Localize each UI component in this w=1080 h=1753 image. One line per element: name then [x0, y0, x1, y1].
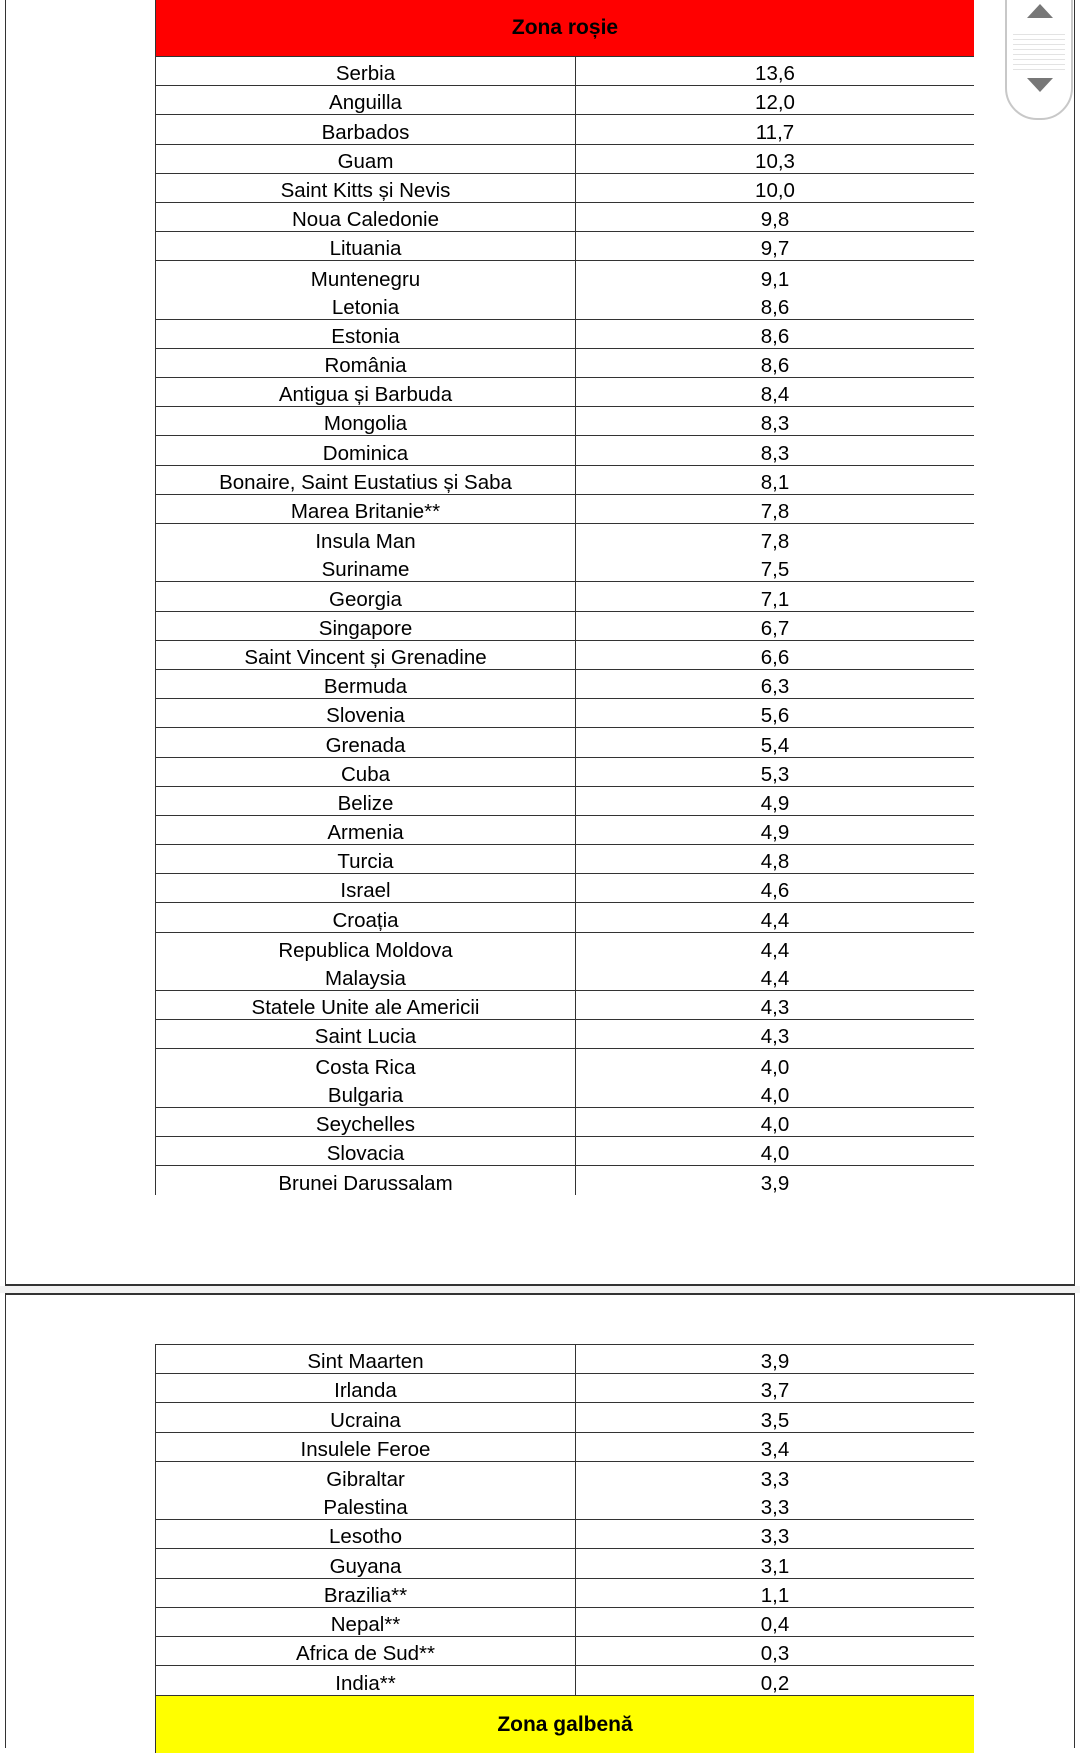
- table-row: [156, 495, 974, 524]
- country-cell: Singapore: [156, 612, 576, 640]
- value-cell: 5,3: [760, 762, 790, 786]
- country-cell: Antigua și Barbuda: [156, 378, 576, 406]
- value-cell: 9,8: [760, 208, 790, 232]
- table-row: [156, 1433, 974, 1462]
- value-cell: 13,6: [755, 62, 795, 86]
- country-cell: Serbia: [156, 57, 576, 85]
- value-cell: 8,4: [760, 383, 790, 407]
- table-row: [156, 378, 974, 407]
- country-cell: Lesotho: [156, 1520, 576, 1548]
- value-cell: 3,1: [760, 1554, 790, 1578]
- table-row: [156, 816, 974, 845]
- country-cell: Africa de Sud**: [156, 1637, 576, 1665]
- country-cell: Guam: [156, 145, 576, 173]
- country-cell: Brazilia**: [156, 1579, 576, 1607]
- country-cell: Belize: [156, 787, 576, 815]
- table-row: [156, 758, 974, 787]
- table-row: [156, 407, 974, 436]
- value-cell: 9,7: [760, 237, 790, 261]
- country-cell: Saint Vincent și Grenadine: [156, 641, 576, 669]
- country-cell: Noua Caledonie: [156, 203, 576, 231]
- country-cell: Gibraltar: [156, 1462, 576, 1491]
- red-zone-table-continued: [155, 1344, 974, 1753]
- value-cell: 7,1: [760, 587, 790, 611]
- value-cell: 4,3: [760, 996, 790, 1020]
- scroll-down-icon[interactable]: [1027, 78, 1053, 92]
- table-row: [156, 641, 974, 670]
- value-cell: 3,9: [760, 1172, 790, 1196]
- value-cell: 8,3: [760, 412, 790, 436]
- value-cell: 0,4: [760, 1612, 790, 1636]
- page-scroll-control[interactable]: [1005, 0, 1073, 120]
- country-cell: România: [156, 349, 576, 377]
- value-cell: 6,6: [760, 645, 790, 669]
- country-cell: Georgia: [156, 582, 576, 610]
- value-cell: 8,6: [760, 324, 790, 348]
- table-row: [156, 1491, 974, 1520]
- yellow-zone-header: Zona galbenă: [156, 1695, 974, 1753]
- table-row: [156, 874, 974, 903]
- table-row: [156, 291, 974, 320]
- scroll-up-icon[interactable]: [1027, 4, 1053, 18]
- country-cell: Cuba: [156, 758, 576, 786]
- value-cell: 4,0: [760, 1083, 790, 1107]
- country-cell: Saint Lucia: [156, 1020, 576, 1048]
- value-cell: 7,8: [760, 530, 790, 554]
- red-zone-rows-page-1: [156, 57, 974, 1195]
- country-cell: Nepal**: [156, 1608, 576, 1636]
- value-cell: 0,2: [760, 1672, 790, 1696]
- table-row: [156, 1666, 974, 1695]
- country-cell: Palestina: [156, 1491, 576, 1519]
- table-row: [156, 1520, 974, 1549]
- table-row: [156, 1374, 974, 1403]
- value-cell: 8,1: [760, 470, 790, 494]
- table-row: [156, 903, 974, 932]
- country-cell: Costa Rica: [156, 1049, 576, 1078]
- table-row: [156, 145, 974, 174]
- country-cell: Estonia: [156, 320, 576, 348]
- country-cell: Armenia: [156, 816, 576, 844]
- country-cell: Statele Unite ale Americii: [156, 991, 576, 1019]
- table-row: [156, 349, 974, 378]
- value-cell: 4,9: [760, 791, 790, 815]
- table-row: [156, 991, 974, 1020]
- country-cell: Republica Moldova: [156, 933, 576, 962]
- value-cell: 3,3: [760, 1496, 790, 1520]
- value-cell: 0,3: [760, 1642, 790, 1666]
- value-cell: 3,3: [760, 1467, 790, 1491]
- value-cell: 6,7: [760, 616, 790, 640]
- country-cell: Letonia: [156, 291, 576, 319]
- value-cell: 7,5: [760, 558, 790, 582]
- table-row: [156, 1020, 974, 1049]
- table-row: [156, 1166, 974, 1195]
- table-row: [156, 1462, 974, 1491]
- country-cell: Malaysia: [156, 962, 576, 990]
- value-cell: 11,7: [755, 120, 795, 144]
- red-zone-rows-page-2: [156, 1345, 974, 1695]
- table-row: [156, 232, 974, 261]
- value-cell: 8,3: [760, 441, 790, 465]
- table-row: [156, 1049, 974, 1078]
- country-cell: Sint Maarten: [156, 1345, 576, 1373]
- country-cell: Suriname: [156, 553, 576, 581]
- value-cell: 5,6: [760, 704, 790, 728]
- country-cell: Marea Britanie**: [156, 495, 576, 523]
- country-cell: Irlanda: [156, 1374, 576, 1402]
- table-row: [156, 933, 974, 962]
- table-row: [156, 699, 974, 728]
- value-cell: 4,6: [760, 879, 790, 903]
- value-cell: 4,3: [760, 1025, 790, 1049]
- country-cell: Bonaire, Saint Eustatius și Saba: [156, 466, 576, 494]
- document-page-1: [5, 0, 1075, 1286]
- red-zone-table: [155, 0, 974, 1195]
- table-row: [156, 845, 974, 874]
- table-row: [156, 524, 974, 553]
- value-cell: 4,9: [760, 821, 790, 845]
- country-cell: Slovacia: [156, 1137, 576, 1165]
- country-cell: Barbados: [156, 115, 576, 143]
- table-row: [156, 1403, 974, 1432]
- value-cell: 10,3: [755, 149, 795, 173]
- country-cell: Lituania: [156, 232, 576, 260]
- value-cell: 4,0: [760, 1142, 790, 1166]
- value-cell: 3,4: [760, 1437, 790, 1461]
- country-cell: Dominica: [156, 436, 576, 464]
- table-row: [156, 466, 974, 495]
- table-row: [156, 320, 974, 349]
- table-row: [156, 728, 974, 757]
- value-cell: 9,1: [760, 267, 790, 291]
- country-cell: Ucraina: [156, 1403, 576, 1431]
- country-cell: Slovenia: [156, 699, 576, 727]
- table-row: [156, 612, 974, 641]
- table-row: [156, 57, 974, 86]
- table-row: [156, 670, 974, 699]
- table-row: [156, 115, 974, 144]
- value-cell: 7,8: [760, 500, 790, 523]
- country-cell: Bulgaria: [156, 1079, 576, 1107]
- table-row: [156, 1608, 974, 1637]
- value-cell: 12,0: [755, 91, 795, 115]
- country-cell: Mongolia: [156, 407, 576, 435]
- table-row: [156, 174, 974, 203]
- value-cell: 3,9: [760, 1350, 790, 1374]
- table-row: [156, 1579, 974, 1608]
- table-row: [156, 1345, 974, 1374]
- table-row: [156, 86, 974, 115]
- document-page-2: [5, 1293, 1075, 1748]
- country-cell: Saint Kitts și Nevis: [156, 174, 576, 202]
- red-zone-header: Zona roșie: [156, 0, 974, 57]
- value-cell: 6,3: [760, 675, 790, 699]
- scroll-grip[interactable]: [1013, 30, 1065, 70]
- value-cell: 4,4: [760, 908, 790, 932]
- value-cell: 10,0: [755, 178, 795, 202]
- country-cell: Brunei Darussalam: [156, 1166, 576, 1195]
- page-gap: [0, 1286, 1080, 1293]
- country-cell: Turcia: [156, 845, 576, 873]
- table-row: [156, 582, 974, 611]
- table-row: [156, 1549, 974, 1578]
- value-cell: 3,3: [760, 1525, 790, 1549]
- country-cell: Insula Man: [156, 524, 576, 553]
- value-cell: 1,1: [760, 1583, 790, 1607]
- value-cell: 4,0: [760, 1055, 790, 1079]
- table-row: [156, 787, 974, 816]
- country-cell: Bermuda: [156, 670, 576, 698]
- value-cell: 4,8: [760, 850, 790, 874]
- country-cell: Seychelles: [156, 1108, 576, 1136]
- value-cell: 8,6: [760, 295, 790, 319]
- country-cell: Insulele Feroe: [156, 1433, 576, 1461]
- table-row: [156, 436, 974, 465]
- table-row: [156, 553, 974, 582]
- table-row: [156, 1137, 974, 1166]
- value-cell: 4,4: [760, 938, 790, 962]
- value-cell: 5,4: [760, 733, 790, 757]
- table-row: [156, 962, 974, 991]
- table-row: [156, 1108, 974, 1137]
- table-row: [156, 203, 974, 232]
- country-cell: India**: [156, 1666, 576, 1695]
- table-row: [156, 261, 974, 290]
- country-cell: Grenada: [156, 728, 576, 756]
- value-cell: 3,5: [760, 1408, 790, 1432]
- value-cell: 8,6: [760, 354, 790, 378]
- value-cell: 4,0: [760, 1112, 790, 1136]
- table-row: [156, 1637, 974, 1666]
- table-row: [156, 1079, 974, 1108]
- value-cell: 4,4: [760, 967, 790, 990]
- country-cell: Croația: [156, 903, 576, 931]
- country-cell: Anguilla: [156, 86, 576, 114]
- country-cell: Guyana: [156, 1549, 576, 1577]
- country-cell: Israel: [156, 874, 576, 902]
- value-cell: 3,7: [760, 1379, 790, 1403]
- country-cell: Muntenegru: [156, 261, 576, 290]
